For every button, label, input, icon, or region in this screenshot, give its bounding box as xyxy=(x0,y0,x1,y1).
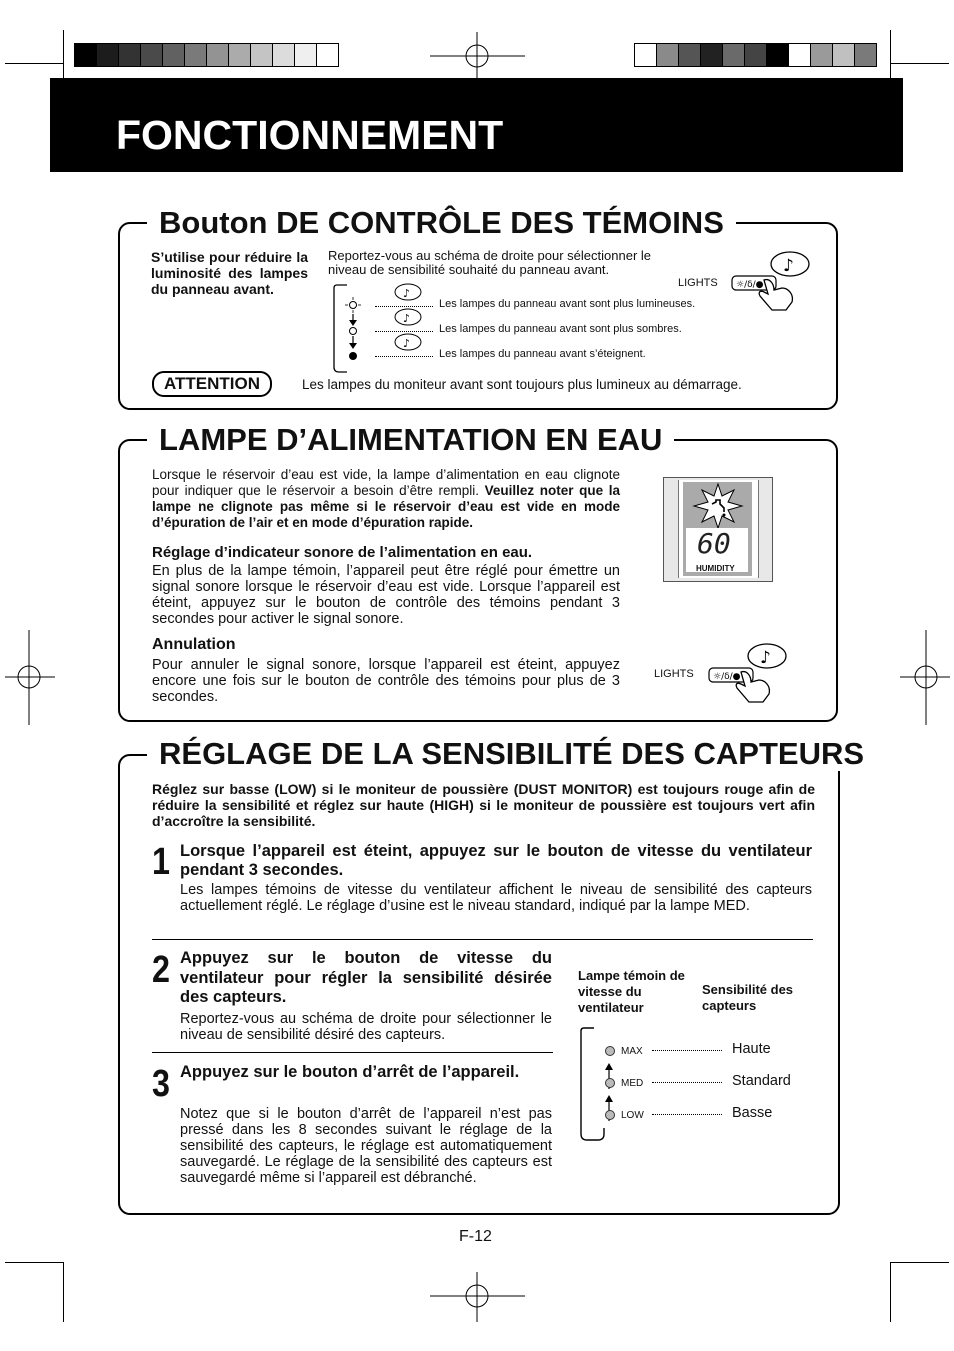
step-3-heading: Appuyez sur le bouton d’arrêt de l’appareil. xyxy=(180,1063,520,1081)
water-para1-bold: Veuillez noter que la lampe ne clignote pas même si le réservoir d’eau est vide en mode d’épuration de l’air et en mode d’épuration rapide. xyxy=(152,483,620,530)
cancel-title: Annulation xyxy=(152,636,236,653)
step-3-number: 3 xyxy=(152,1063,170,1105)
water-lights-button-label: LIGHTS xyxy=(654,668,694,680)
lamp-max-label: MAX xyxy=(621,1046,643,1057)
attention-text: Les lampes du moniteur avant sont toujours plus lumineux au démarrage. xyxy=(302,377,742,392)
sensitivity-high: Haute xyxy=(732,1041,771,1057)
brightness-level-1: Les lampes du panneau avant sont plus lumineuses. xyxy=(439,298,696,310)
crop-mark xyxy=(63,1262,64,1322)
crop-mark xyxy=(891,1262,949,1263)
leader-line xyxy=(652,1114,722,1115)
humidity-display-panel xyxy=(663,477,773,582)
lights-intro: S’utilise pour réduire la luminosité des lampes du panneau avant. xyxy=(151,249,308,297)
color-calibration-bar-right xyxy=(634,43,877,67)
svg-text:☼/δ/●: ☼/δ/● xyxy=(736,280,764,290)
water-para1-normal: Lorsque le réservoir d’eau est vide, la lampe d’alimentation en eau clignote pour indiquer que le réservoir a besoin d’être rempli. xyxy=(152,467,620,498)
svg-text:♪: ♪ xyxy=(403,337,411,350)
sensor-section-title: RÉGLAGE DE LA SENSIBILITÉ DES CAPTEURS xyxy=(147,737,876,771)
step-2-number: 2 xyxy=(152,949,170,991)
brightness-level-3: Les lampes du panneau avant s’éteignent. xyxy=(439,348,646,360)
crop-mark xyxy=(890,1262,891,1322)
humidity-label: HUMIDITY xyxy=(696,564,735,573)
crop-mark xyxy=(5,63,63,64)
sensitivity-low: Basse xyxy=(732,1105,773,1121)
led-max-icon xyxy=(605,1046,615,1056)
step-2-text: Reportez-vous au schéma de droite pour sélectionner le niveau de sensibilité désiré des capteurs. xyxy=(180,1011,552,1043)
svg-text:♪: ♪ xyxy=(783,256,794,276)
page-title: FONCTIONNEMENT xyxy=(116,112,504,158)
step-divider xyxy=(152,1052,553,1053)
leader-line xyxy=(375,306,433,307)
diagram-col1-header: Lampe témoin de vitesse du ventilateur xyxy=(578,968,685,1015)
step-1-heading: Lorsque l’appareil est éteint, appuyez sur le bouton de vitesse du ventilateur pendant 3 secondes. xyxy=(180,842,812,879)
lights-section-title: Bouton DE CONTRÔLE DES TÉMOINS xyxy=(147,206,736,240)
cancel-text: Pour annuler le signal sonore, lorsque l’appareil est éteint, appuyez encore une fois sur le bouton de contrôle des témoins pour plus de 3 secondes. xyxy=(152,657,620,705)
svg-text:♪: ♪ xyxy=(403,312,411,325)
sensitivity-standard: Standard xyxy=(732,1073,791,1089)
registration-target-right xyxy=(900,630,950,725)
water-section-title: LAMPE D’ALIMENTATION EN EAU xyxy=(147,423,674,457)
registration-target-top xyxy=(430,32,525,82)
step-3-text: Notez que si le bouton d’arrêt de l’appareil n’est pas pressé dans les 8 secondes suivant le réglage de la sensibilité des capteurs, le réglage est automatiquement sauvegardé. Le réglage de la sensibilité des capteurs est sauvegardé même si l’appareil est débranché. xyxy=(180,1106,552,1186)
diagram-col2-header: Sensibilité des capteurs xyxy=(702,982,794,1013)
step-1-text: Les lampes témoins de vitesse du ventilateur affichent le niveau de sensibilité des capteurs actuellement réglé. Le réglage d’usine est le niveau standard, indiqué par la lampe MED. xyxy=(180,882,812,914)
humidity-value: 60 xyxy=(697,527,731,560)
sound-setting-title: Réglage d’indicateur sonore de l’alimentation en eau. xyxy=(152,544,533,561)
step-2-heading: Appuyez sur le bouton de vitesse du ventilateur pour régler la sensibilité désirée des capteurs. xyxy=(180,949,552,1006)
water-para1 xyxy=(152,467,620,531)
leader-line xyxy=(652,1082,722,1083)
lights-button-label: LIGHTS xyxy=(678,277,718,289)
lights-button-hand-icon[interactable] xyxy=(730,248,815,313)
svg-text:☼/δ/●: ☼/δ/● xyxy=(713,672,741,682)
sensor-intro: Réglez sur basse (LOW) si le moniteur de poussière (DUST MONITOR) est toujours rouge afin de réduire la sensibilité et réglez sur haute (HIGH) si le moniteur de poussière est toujours vert afin d’accroître la sensibilité. xyxy=(152,781,815,829)
brightness-level-2: Les lampes du panneau avant sont plus sombres. xyxy=(439,323,682,335)
page-header xyxy=(50,78,903,172)
water-drop-flash-icon xyxy=(690,482,746,530)
crop-mark xyxy=(891,63,949,64)
attention-badge: ATTENTION xyxy=(152,371,272,397)
step-1-number: 1 xyxy=(152,841,170,883)
registration-target-left xyxy=(5,630,55,725)
svg-text:♪: ♪ xyxy=(760,648,771,668)
lamp-low-label: LOW xyxy=(621,1110,644,1121)
led-med-icon xyxy=(605,1078,615,1088)
sound-setting-text: En plus de la lampe témoin, l’appareil peut être réglé pour émettre un signal sonore lorsque le réservoir d’eau est vide. Lorsque l’appareil est éteint, appuyez sur le bouton de contrôle des témoins pendant 3 secondes pour activer le signal sonore. xyxy=(152,563,620,627)
led-low-icon xyxy=(605,1110,615,1120)
leader-line xyxy=(375,356,433,357)
lamp-med-label: MED xyxy=(621,1078,644,1089)
leader-line xyxy=(375,331,433,332)
lights-instruction: Reportez-vous au schéma de droite pour sélectionner le niveau de sensibilité souhaité du panneau avant. xyxy=(328,248,652,277)
svg-text:♪: ♪ xyxy=(403,287,411,300)
registration-target-bottom xyxy=(430,1272,525,1322)
water-lights-button-hand-icon[interactable] xyxy=(707,640,792,705)
leader-line xyxy=(652,1050,722,1051)
page-number: F-12 xyxy=(459,1228,492,1245)
color-calibration-bar-left xyxy=(74,43,339,67)
step-divider xyxy=(152,939,813,940)
crop-mark xyxy=(5,1262,63,1263)
